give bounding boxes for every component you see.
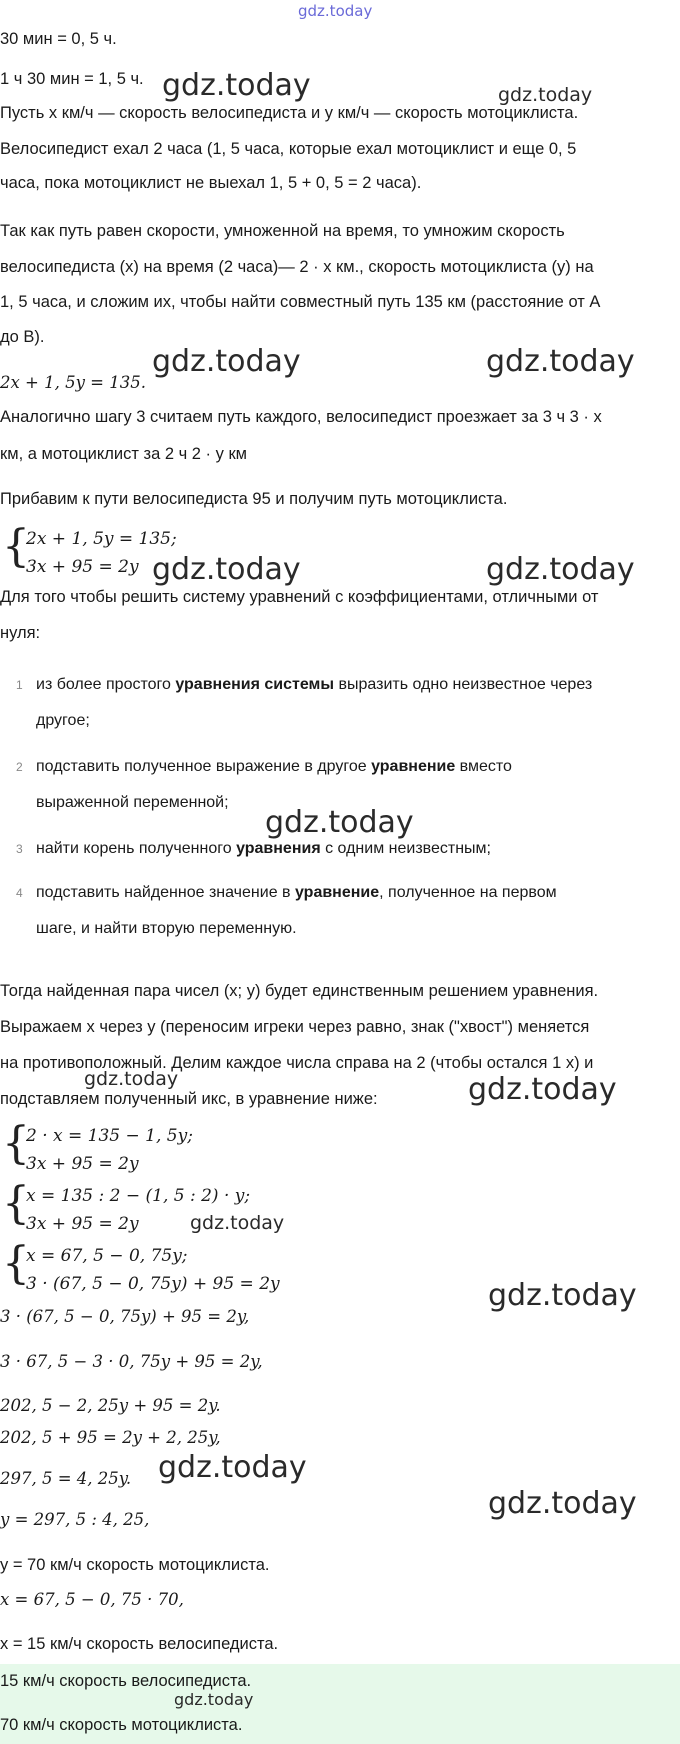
list-item-cont: шаге, и найти вторую переменную.: [36, 920, 297, 937]
watermark: gdz.today: [174, 1690, 254, 1709]
equation: y = 297, 5 : 4, 25,: [0, 1510, 150, 1529]
list-item-cont: выраженной переменной;: [36, 794, 229, 811]
text-line: 1 ч 30 мин = 1, 5 ч.: [0, 70, 144, 88]
watermark: gdz.today: [162, 68, 311, 103]
equation: 202, 5 + 95 = 2y + 2, 25y,: [0, 1428, 221, 1447]
system-equation-1: 2x + 1, 5y = 135; 3x + 95 = 2y: [26, 529, 177, 577]
text-line: 30 мин = 0, 5 ч.: [0, 30, 117, 48]
text-line: подставляем полученный икс, в уравнение ниже:: [0, 1090, 378, 1108]
list-item-number: 1: [16, 678, 23, 692]
text-line: Велосипедист ехал 2 часа (1, 5 часа, которые ехал мотоциклист и еще 0, 5: [0, 140, 577, 158]
text-line: Для того чтобы решить систему уравнений с коэффициентами, отличными от: [0, 588, 599, 606]
text-line: нуля:: [0, 624, 41, 642]
system-brace: {: [2, 1178, 30, 1229]
result-line: y = 70 км/ч скорость мотоциклиста.: [0, 1556, 270, 1574]
text-line: до B).: [0, 328, 45, 346]
watermark: gdz.today: [488, 1486, 637, 1521]
answer-line: 70 км/ч скорость мотоциклиста.: [0, 1716, 243, 1734]
equation: 3 · (67, 5 − 0, 75y) + 95 = 2y,: [0, 1307, 250, 1326]
watermark-top: gdz.today: [298, 2, 373, 20]
list-item: подставить полученное выражение в другое уравнение вместо: [36, 758, 512, 775]
text-line: Так как путь равен скорости, умноженной на время, то умножим скорость: [0, 222, 565, 240]
list-item-cont: другое;: [36, 712, 90, 729]
watermark: gdz.today: [158, 1450, 307, 1485]
watermark: gdz.today: [498, 84, 593, 106]
system-equation-3: x = 135 : 2 − (1, 5 : 2) · y; 3x + 95 = 2y: [26, 1186, 251, 1234]
text-line: 1, 5 часа, и сложим их, чтобы найти совместный путь 135 км (расстояние от A: [0, 293, 601, 311]
list-item: из более простого уравнения системы выразить одно неизвестное через: [36, 676, 593, 693]
watermark: gdz.today: [488, 1278, 637, 1313]
equation: 2x + 1, 5y = 135.: [0, 373, 146, 392]
text-line: часа, пока мотоциклист не выехал 1, 5 + 0, 5 = 2 часа).: [0, 174, 422, 192]
system-brace: {: [2, 1118, 30, 1169]
result-line: x = 15 км/ч скорость велосипедиста.: [0, 1635, 279, 1653]
list-item: найти корень полученного уравнения с одним неизвестным;: [36, 840, 491, 857]
equation: x = 67, 5 − 0, 75 · 70,: [0, 1590, 184, 1609]
watermark: gdz.today: [84, 1068, 179, 1090]
text-line: Выражаем x через y (переносим игреки через равно, знак ("хвост") меняется: [0, 1018, 590, 1036]
system-brace: {: [2, 1238, 30, 1289]
answer-line: 15 км/ч скорость велосипедиста.: [0, 1672, 252, 1690]
watermark: gdz.today: [468, 1072, 617, 1107]
watermark: gdz.today: [152, 344, 301, 379]
equation: 202, 5 − 2, 25y + 95 = 2y.: [0, 1396, 221, 1415]
text-line: Аналогично шагу 3 считаем путь каждого, велосипедист проезжает за 3 ч 3 · x: [0, 408, 602, 426]
watermark: gdz.today: [486, 552, 635, 587]
text-line: Тогда найденная пара чисел (x; y) будет единственным решением уравнения.: [0, 982, 599, 1000]
system-equation-4: x = 67, 5 − 0, 75y; 3 · (67, 5 − 0, 75y) + 95 = 2y: [26, 1246, 280, 1294]
watermark: gdz.today: [486, 344, 635, 379]
list-item-number: 4: [16, 886, 23, 900]
equation: 3 · 67, 5 − 3 · 0, 75y + 95 = 2y,: [0, 1352, 263, 1371]
equation: 297, 5 = 4, 25y.: [0, 1469, 132, 1488]
watermark: gdz.today: [190, 1212, 285, 1234]
list-item-number: 3: [16, 842, 23, 856]
watermark: gdz.today: [265, 805, 414, 840]
watermark: gdz.today: [152, 552, 301, 587]
system-brace: {: [2, 521, 30, 572]
text-line: на противоположный. Делим каждое числа справа на 2 (чтобы остался 1 x) и: [0, 1054, 594, 1072]
text-line: Пусть x км/ч — скорость велосипедиста и y км/ч — скорость мотоциклиста.: [0, 104, 579, 122]
list-item: подставить найденное значение в уравнение, полученное на первом: [36, 884, 557, 901]
system-equation-2: 2 · x = 135 − 1, 5y; 3x + 95 = 2y: [26, 1126, 193, 1174]
text-line: велосипедиста (x) на время (2 часа)— 2 · x км., скорость мотоциклиста (y) на: [0, 258, 594, 276]
list-item-number: 2: [16, 760, 23, 774]
text-line: км, а мотоциклист за 2 ч 2 · y км: [0, 445, 248, 463]
text-line: Прибавим к пути велосипедиста 95 и получим путь мотоциклиста.: [0, 490, 508, 508]
